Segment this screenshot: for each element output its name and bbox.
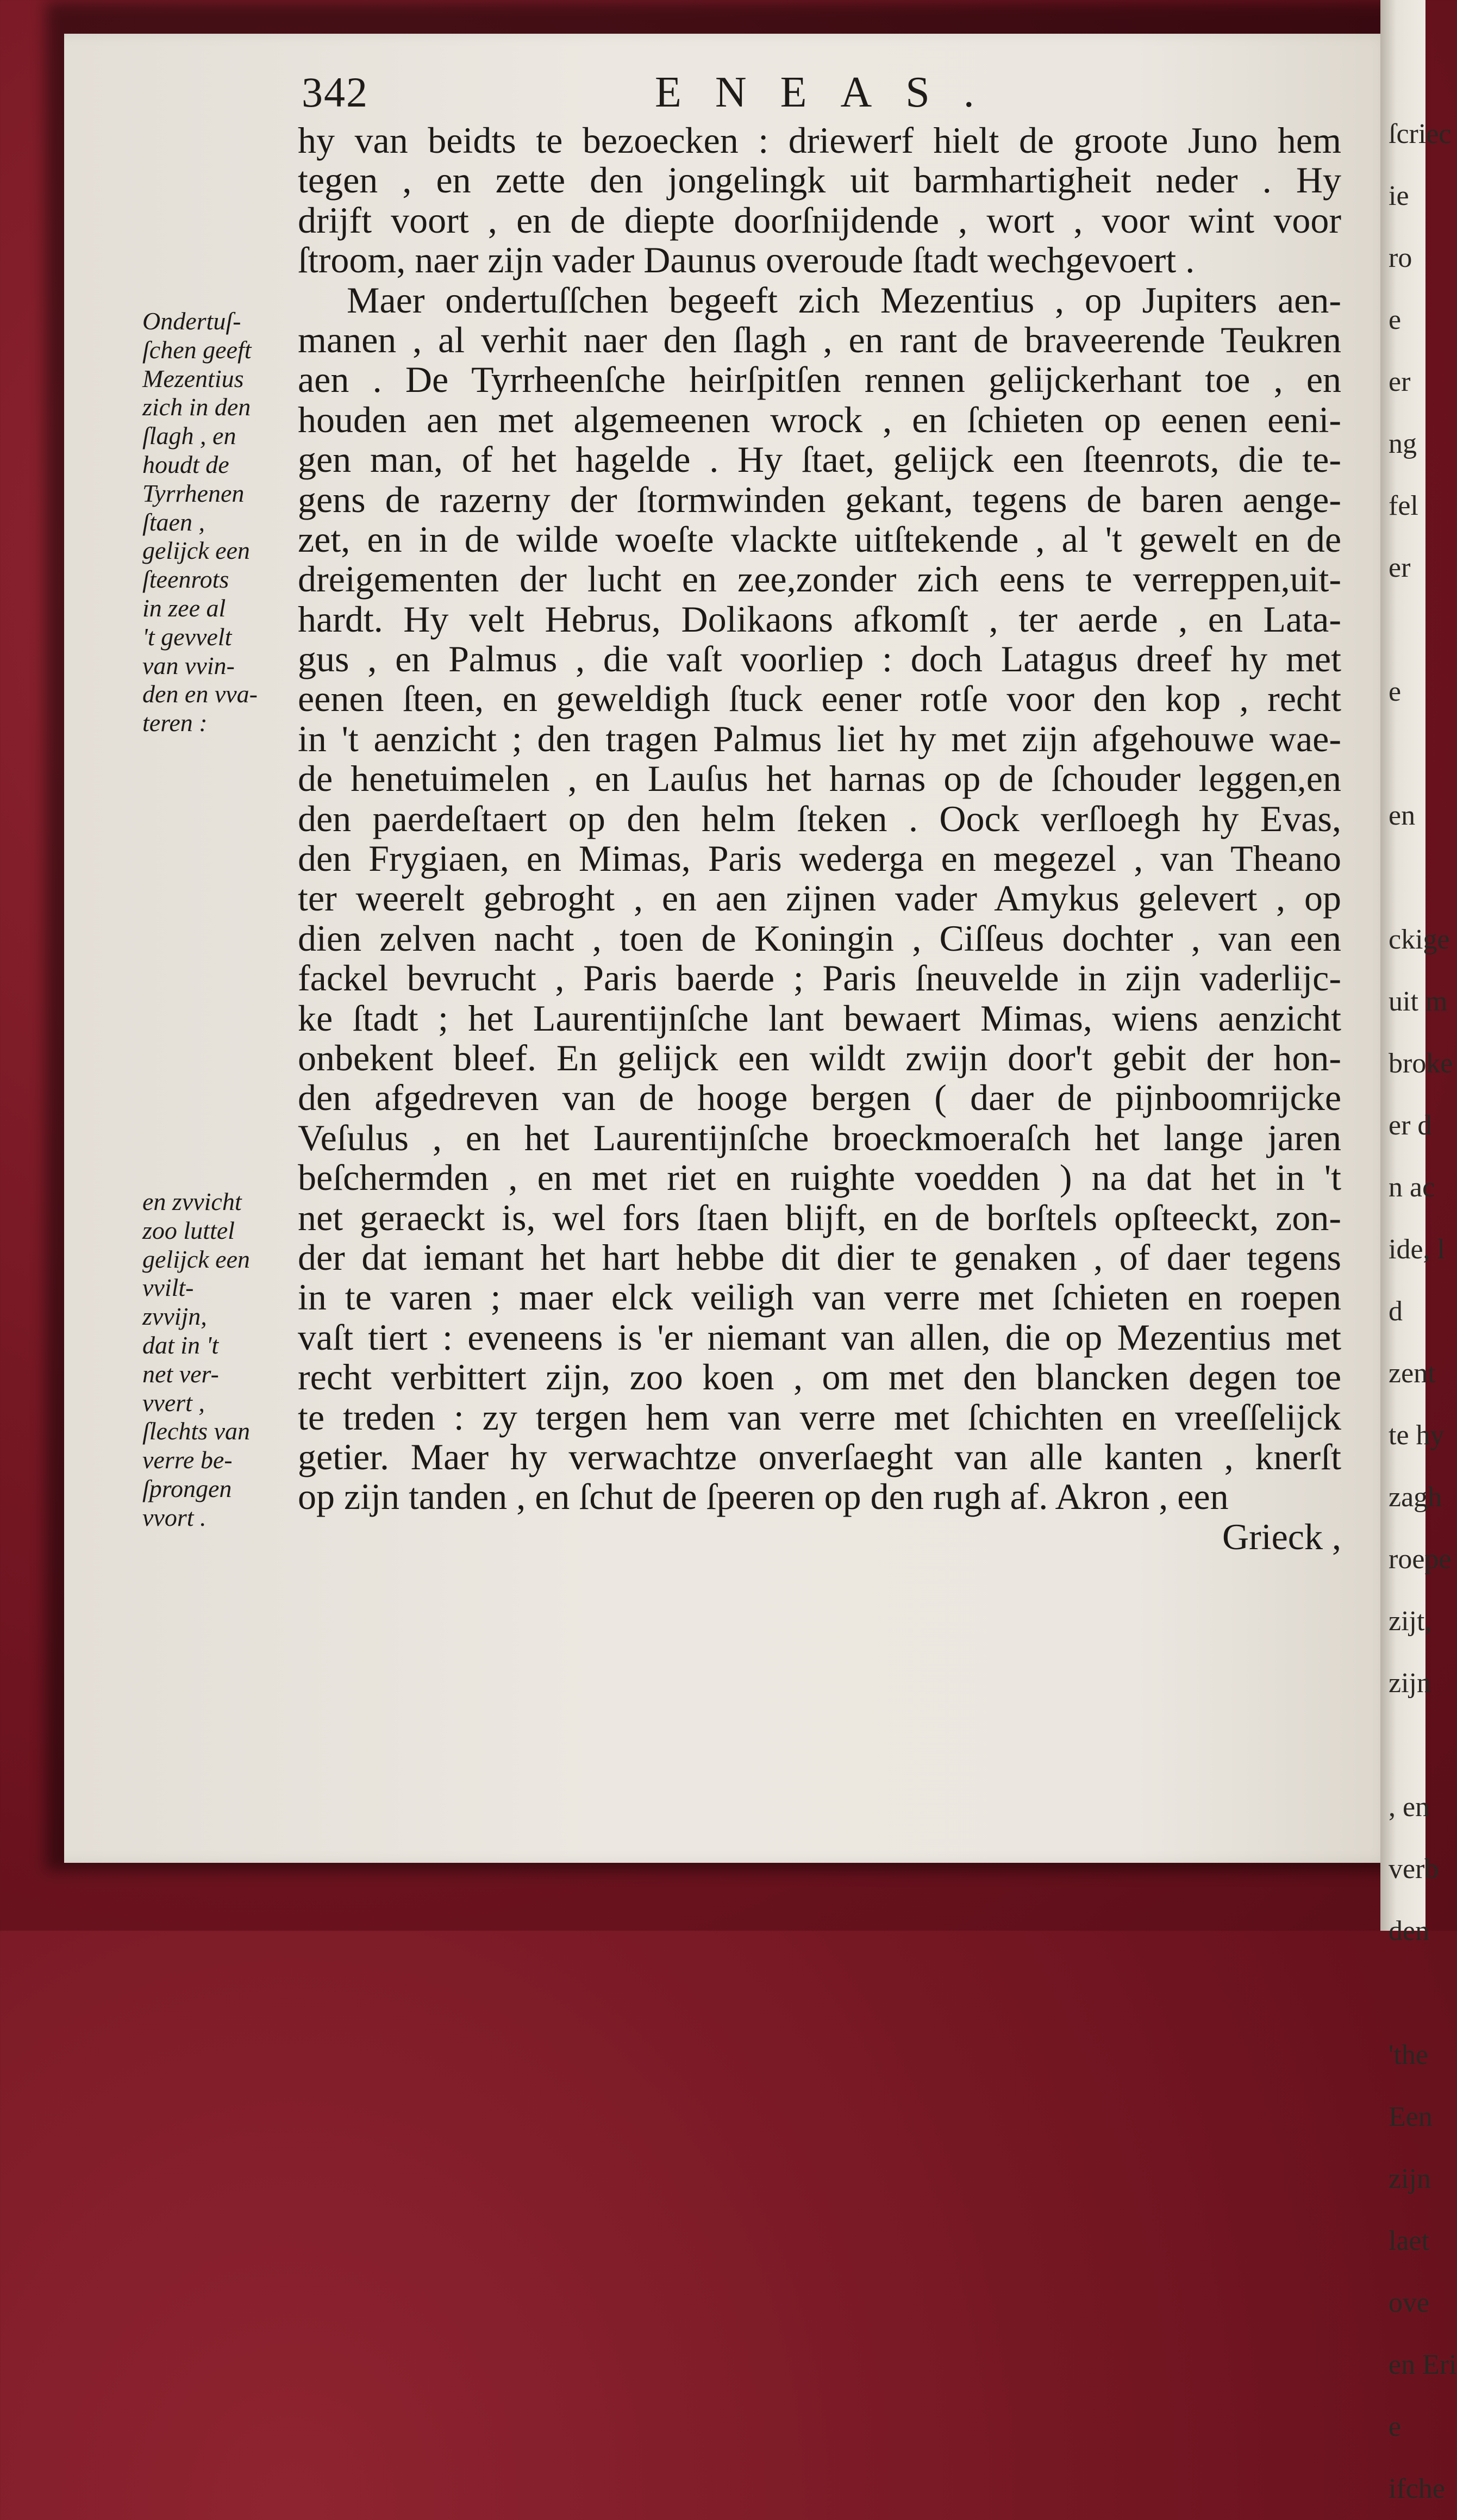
side-note-line: gelijck een — [142, 537, 250, 565]
side-note-line: dat in 't — [142, 1331, 219, 1359]
facing-page-fragment: 'the — [1389, 2039, 1428, 2070]
side-note-2 — [142, 1188, 289, 1532]
text-line: getier. Maer hy verwachtze onverſaeght van alle kanten , knerſt — [298, 1436, 1341, 1477]
side-note-line: net ver- — [142, 1359, 219, 1388]
text-line: gus , en Palmus , die vaſt voorliep : doch Latagus dreef hy met — [298, 638, 1341, 680]
text-line: recht verbittert zijn, zoo koen , om met den blancken degen toe — [298, 1356, 1341, 1398]
side-note-line: ſprongen — [142, 1474, 232, 1502]
facing-page-fragment: ifche — [1389, 2473, 1445, 2504]
facing-page-fragment: ng — [1389, 428, 1417, 459]
text-line: ſtroom, naer zijn vader Daunus overoude ſtadt wechgevoert . — [298, 239, 1195, 281]
side-note-line: ſlagh , en — [142, 422, 236, 450]
text-line: dreigementen der lucht en zee,zonder zich eens te verreppen,uit- — [298, 558, 1341, 600]
facing-page-fragment: e — [1389, 2411, 1402, 2442]
facing-page-fragment: roepe — [1389, 1544, 1452, 1575]
text-line: eenen ſteen, en geweldigh ſtuck eener rotſe voor den kop , recht — [298, 678, 1341, 720]
text-line: ke ſtadt ; het Laurentijnſche lant bewaert Mimas, wiens aenzicht — [298, 997, 1341, 1039]
side-note-line: ſchen geeft — [142, 335, 252, 364]
facing-page-fragment: n ac — [1389, 1172, 1435, 1203]
side-note-line: in zee al — [142, 594, 226, 622]
text-line: Veſulus , en het Laurentijnſche broeckmoeraſch het lange jaren — [298, 1116, 1341, 1158]
side-note-line: Ondertuſ- — [142, 307, 241, 335]
text-line: net geraeckt is, wel fors ſtaen blijft, en de borſtels opſteeckt, zon- — [298, 1196, 1341, 1238]
facing-page-fragment: zagh — [1389, 1482, 1442, 1513]
running-title: ENEAS. — [655, 68, 1008, 116]
facing-page-fragment: den — [1389, 1916, 1430, 1947]
facing-page-fragment: ie — [1389, 180, 1409, 211]
text-line: houden aen met algemeenen wrock , en ſchieten op eenen eeni- — [298, 398, 1341, 440]
side-note-line: ſteenrots — [142, 565, 229, 594]
facing-page-fragment: ſcriec — [1389, 118, 1452, 149]
side-note-line: 't gevvelt — [142, 622, 232, 651]
body-text — [298, 121, 1341, 1557]
facing-page-fragment: laet — [1389, 2225, 1430, 2256]
facing-page-fragment: broke — [1389, 1048, 1453, 1079]
facing-page-fragment: zent — [1389, 1358, 1436, 1389]
text-line: den paerdeſtaert op den helm ſteken . Oock verſloegh hy Evas, — [298, 797, 1341, 839]
text-line: hardt. Hy velt Hebrus, Dolikaons afkomſt , ter aerde , en Lata- — [298, 598, 1341, 640]
text-line: manen , al verhit naer den ſlagh , en rant de braveerende Teukren — [298, 319, 1341, 360]
facing-page-fragment: te hy — [1389, 1420, 1445, 1451]
facing-page-fragment — [1389, 847, 1425, 909]
facing-page-fragment — [1389, 723, 1425, 785]
side-note-line: zvvijn, — [142, 1302, 207, 1331]
facing-page-fragment: fel — [1389, 490, 1418, 521]
text-line: Grieck , — [1222, 1515, 1341, 1557]
side-note-line: gelijck een — [142, 1245, 250, 1273]
facing-page-fragment: zijn — [1389, 2163, 1431, 2194]
text-line: Maer ondertuſſchen begeeft zich Mezentius , op Jupiters aen- — [347, 279, 1341, 321]
text-line: de henetuimelen , en Lauſus het harnas op de ſchouder leggen,en — [298, 758, 1341, 800]
side-note-1 — [142, 307, 289, 738]
text-line: der dat iemant het hart hebbe dit dier te genaken , of daer tegens — [298, 1236, 1341, 1278]
text-line: op zijn tanden , en ſchut de ſpeeren op den rugh af. Akron , een — [298, 1476, 1229, 1518]
text-line: in 't aenzicht ; den tragen Palmus liet hy met zijn afgehouwe wae- — [298, 718, 1341, 759]
text-line: dien zelven nacht , toen de Koningin , Ciſſeus dochter , van een — [298, 917, 1341, 959]
side-note-line: vvert , — [142, 1388, 205, 1417]
facing-page-fragment: en — [1389, 800, 1416, 831]
side-note-line: verre be- — [142, 1446, 233, 1474]
facing-page-fragment: e — [1389, 304, 1402, 335]
facing-page-fragment: verb — [1389, 1854, 1439, 1885]
page-header — [302, 68, 1389, 128]
text-line: zet, en in de wilde woeſte vlackte uitſtekende , al 't gewelt en de — [298, 518, 1341, 560]
side-note-line: vvort . — [142, 1503, 207, 1531]
side-note-line: en zvvicht — [142, 1188, 242, 1215]
text-line: gen man, of het hagelde . Hy ſtaet, gelijck een ſteenrots, die te- — [298, 439, 1341, 481]
page-number: 342 — [302, 68, 368, 116]
side-note-line: Mezentius — [142, 364, 244, 392]
facing-page-fragment: , en — [1389, 1792, 1430, 1823]
facing-page-fragment: er — [1389, 366, 1411, 397]
facing-page-text — [1389, 103, 1457, 2520]
facing-page-fragment: zijt, — [1389, 1606, 1432, 1637]
text-line: onbekent bleef. En gelijck een wildt zwijn door't gebit der hon- — [298, 1037, 1341, 1078]
facing-page-fragment: er — [1389, 552, 1411, 583]
text-line: den afgedreven van de hooge bergen ( daer de pijnboomrijcke — [298, 1077, 1341, 1119]
text-line: beſchermden , en met riet en ruighte voedden ) na dat het in 't — [298, 1157, 1341, 1199]
facing-page-fragment — [1389, 1962, 1425, 2024]
side-note-line: vvilt- — [142, 1274, 194, 1302]
facing-page-fragment: ro — [1389, 242, 1412, 273]
text-line: gens de razerny der ſtormwinden gekant, tegens de baren aenge- — [298, 478, 1341, 520]
side-note-line: ſtaen , — [142, 508, 205, 536]
facing-page-fragment: ide, l — [1389, 1234, 1445, 1265]
text-line: den Frygiaen, en Mimas, Paris wederga en megezel , van Theano — [298, 838, 1341, 879]
facing-page-fragment — [1389, 599, 1425, 661]
side-note-line: zich in den — [142, 393, 251, 421]
facing-page-fragment: d — [1389, 1296, 1403, 1327]
text-line: tegen , en zette den jongelingk uit barmhartigheit neder . Hy — [298, 159, 1341, 201]
text-line: in te varen ; maer elck veiligh van verre met ſchieten en roepen — [298, 1276, 1341, 1318]
side-note-line: zoo luttel — [142, 1216, 235, 1244]
text-line: te treden : zy tergen hem van verre met ſchichten en vreeſſelijck — [298, 1396, 1341, 1438]
facing-page-fragment: ove — [1389, 2287, 1430, 2318]
text-line: aen . De Tyrrheenſche heirſpitſen rennen gelijckerhant toe , en — [298, 359, 1341, 401]
facing-page-fragment: er d — [1389, 1110, 1432, 1141]
side-note-line: ſlechts van — [142, 1417, 250, 1445]
facing-page-fragment: Een — [1389, 2101, 1433, 2132]
side-note-line: den en vva- — [142, 680, 258, 708]
facing-page-fragment: en Eri — [1389, 2349, 1457, 2380]
facing-page-fragment: uit m — [1389, 986, 1448, 1017]
text-line: ter weerelt gebroght , en aen zijnen vader Amykus gelevert , op — [298, 877, 1341, 919]
text-line: drijft voort , en de diepte doorſnijdende , wort , voor wint voor — [298, 199, 1341, 241]
facing-page-fragment: e — [1389, 676, 1402, 707]
facing-page-fragment — [1389, 1714, 1425, 1776]
side-note-line: houdt de — [142, 450, 229, 478]
text-line: fackel bevrucht , Paris baerde ; Paris ſneuvelde in zijn vaderlijc- — [298, 957, 1341, 999]
side-note-line: van vvin- — [142, 651, 235, 679]
text-line: vaſt tiert : eveneens is 'er niemant van allen, die op Mezentius met — [298, 1316, 1341, 1358]
side-note-line: Tyrrhenen — [142, 479, 245, 507]
text-line: hy van beidts te bezoecken : driewerf hielt de groote Juno hem — [298, 120, 1341, 161]
facing-page-fragment: zijn — [1389, 1668, 1431, 1699]
facing-page-fragment: ckige — [1389, 924, 1450, 955]
side-note-line: teren : — [142, 709, 208, 737]
